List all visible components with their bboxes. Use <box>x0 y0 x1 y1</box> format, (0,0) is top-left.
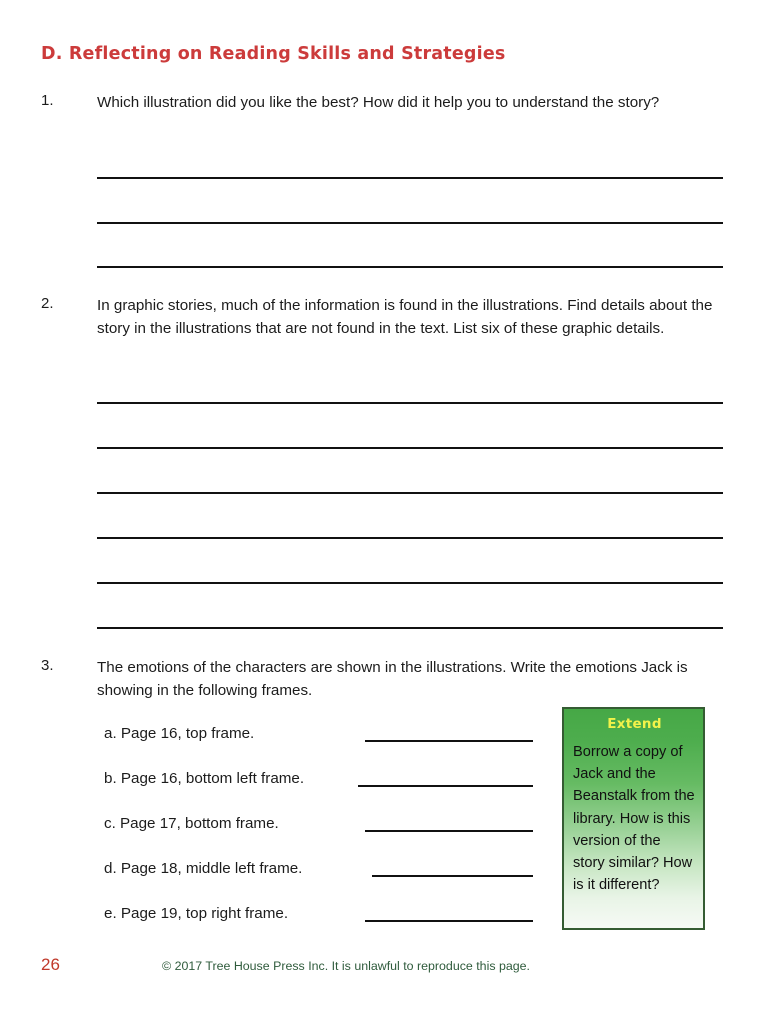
question-number-3: 3. <box>41 657 54 674</box>
sub-item-e: e. Page 19, top right frame. <box>104 905 289 922</box>
page-number: 26 <box>41 955 60 974</box>
extend-body-text: Borrow a copy of Jack and the Beanstalk from the library. How is this version of the story similar? How is it different? <box>573 744 695 894</box>
extend-title: Extend <box>607 716 662 732</box>
answer-line[interactable] <box>365 740 533 742</box>
answer-line[interactable] <box>365 920 533 922</box>
sub-item-a: a. Page 16, top frame. <box>104 725 255 742</box>
page-title: D. Reflecting on Reading Skills and Strategies <box>41 44 506 64</box>
question-text-2: In graphic stories, much of the information is found in the illustrations. Find details about the story in the illustrations that are not found in the text. List six of these graphic details. <box>97 297 713 337</box>
sub-item-b: b. Page 16, bottom left frame. <box>104 770 305 787</box>
answer-line[interactable] <box>358 785 533 787</box>
question-text-1: Which illustration did you like the best? How did it help you to understand the story? <box>97 94 660 111</box>
answer-line[interactable] <box>97 177 723 179</box>
answer-line[interactable] <box>365 830 533 832</box>
question-number-2: 2. <box>41 295 54 312</box>
answer-line[interactable] <box>97 222 723 224</box>
sub-item-d: d. Page 18, middle left frame. <box>104 860 303 877</box>
copyright-notice: © 2017 Tree House Press Inc. It is unlawful to reproduce this page. <box>162 959 530 973</box>
question-text-3: The emotions of the characters are shown in the illustrations. Write the emotions Jack is showing in the following frames. <box>97 659 688 699</box>
sub-item-c: c. Page 17, bottom frame. <box>104 815 279 832</box>
question-number-1: 1. <box>41 92 54 109</box>
answer-line[interactable] <box>372 875 533 877</box>
answer-line[interactable] <box>97 582 723 584</box>
answer-line[interactable] <box>97 266 723 268</box>
answer-line[interactable] <box>97 537 723 539</box>
answer-line[interactable] <box>97 627 723 629</box>
answer-line[interactable] <box>97 492 723 494</box>
extend-callout-box <box>562 707 705 930</box>
answer-line[interactable] <box>97 447 723 449</box>
answer-line[interactable] <box>97 402 723 404</box>
